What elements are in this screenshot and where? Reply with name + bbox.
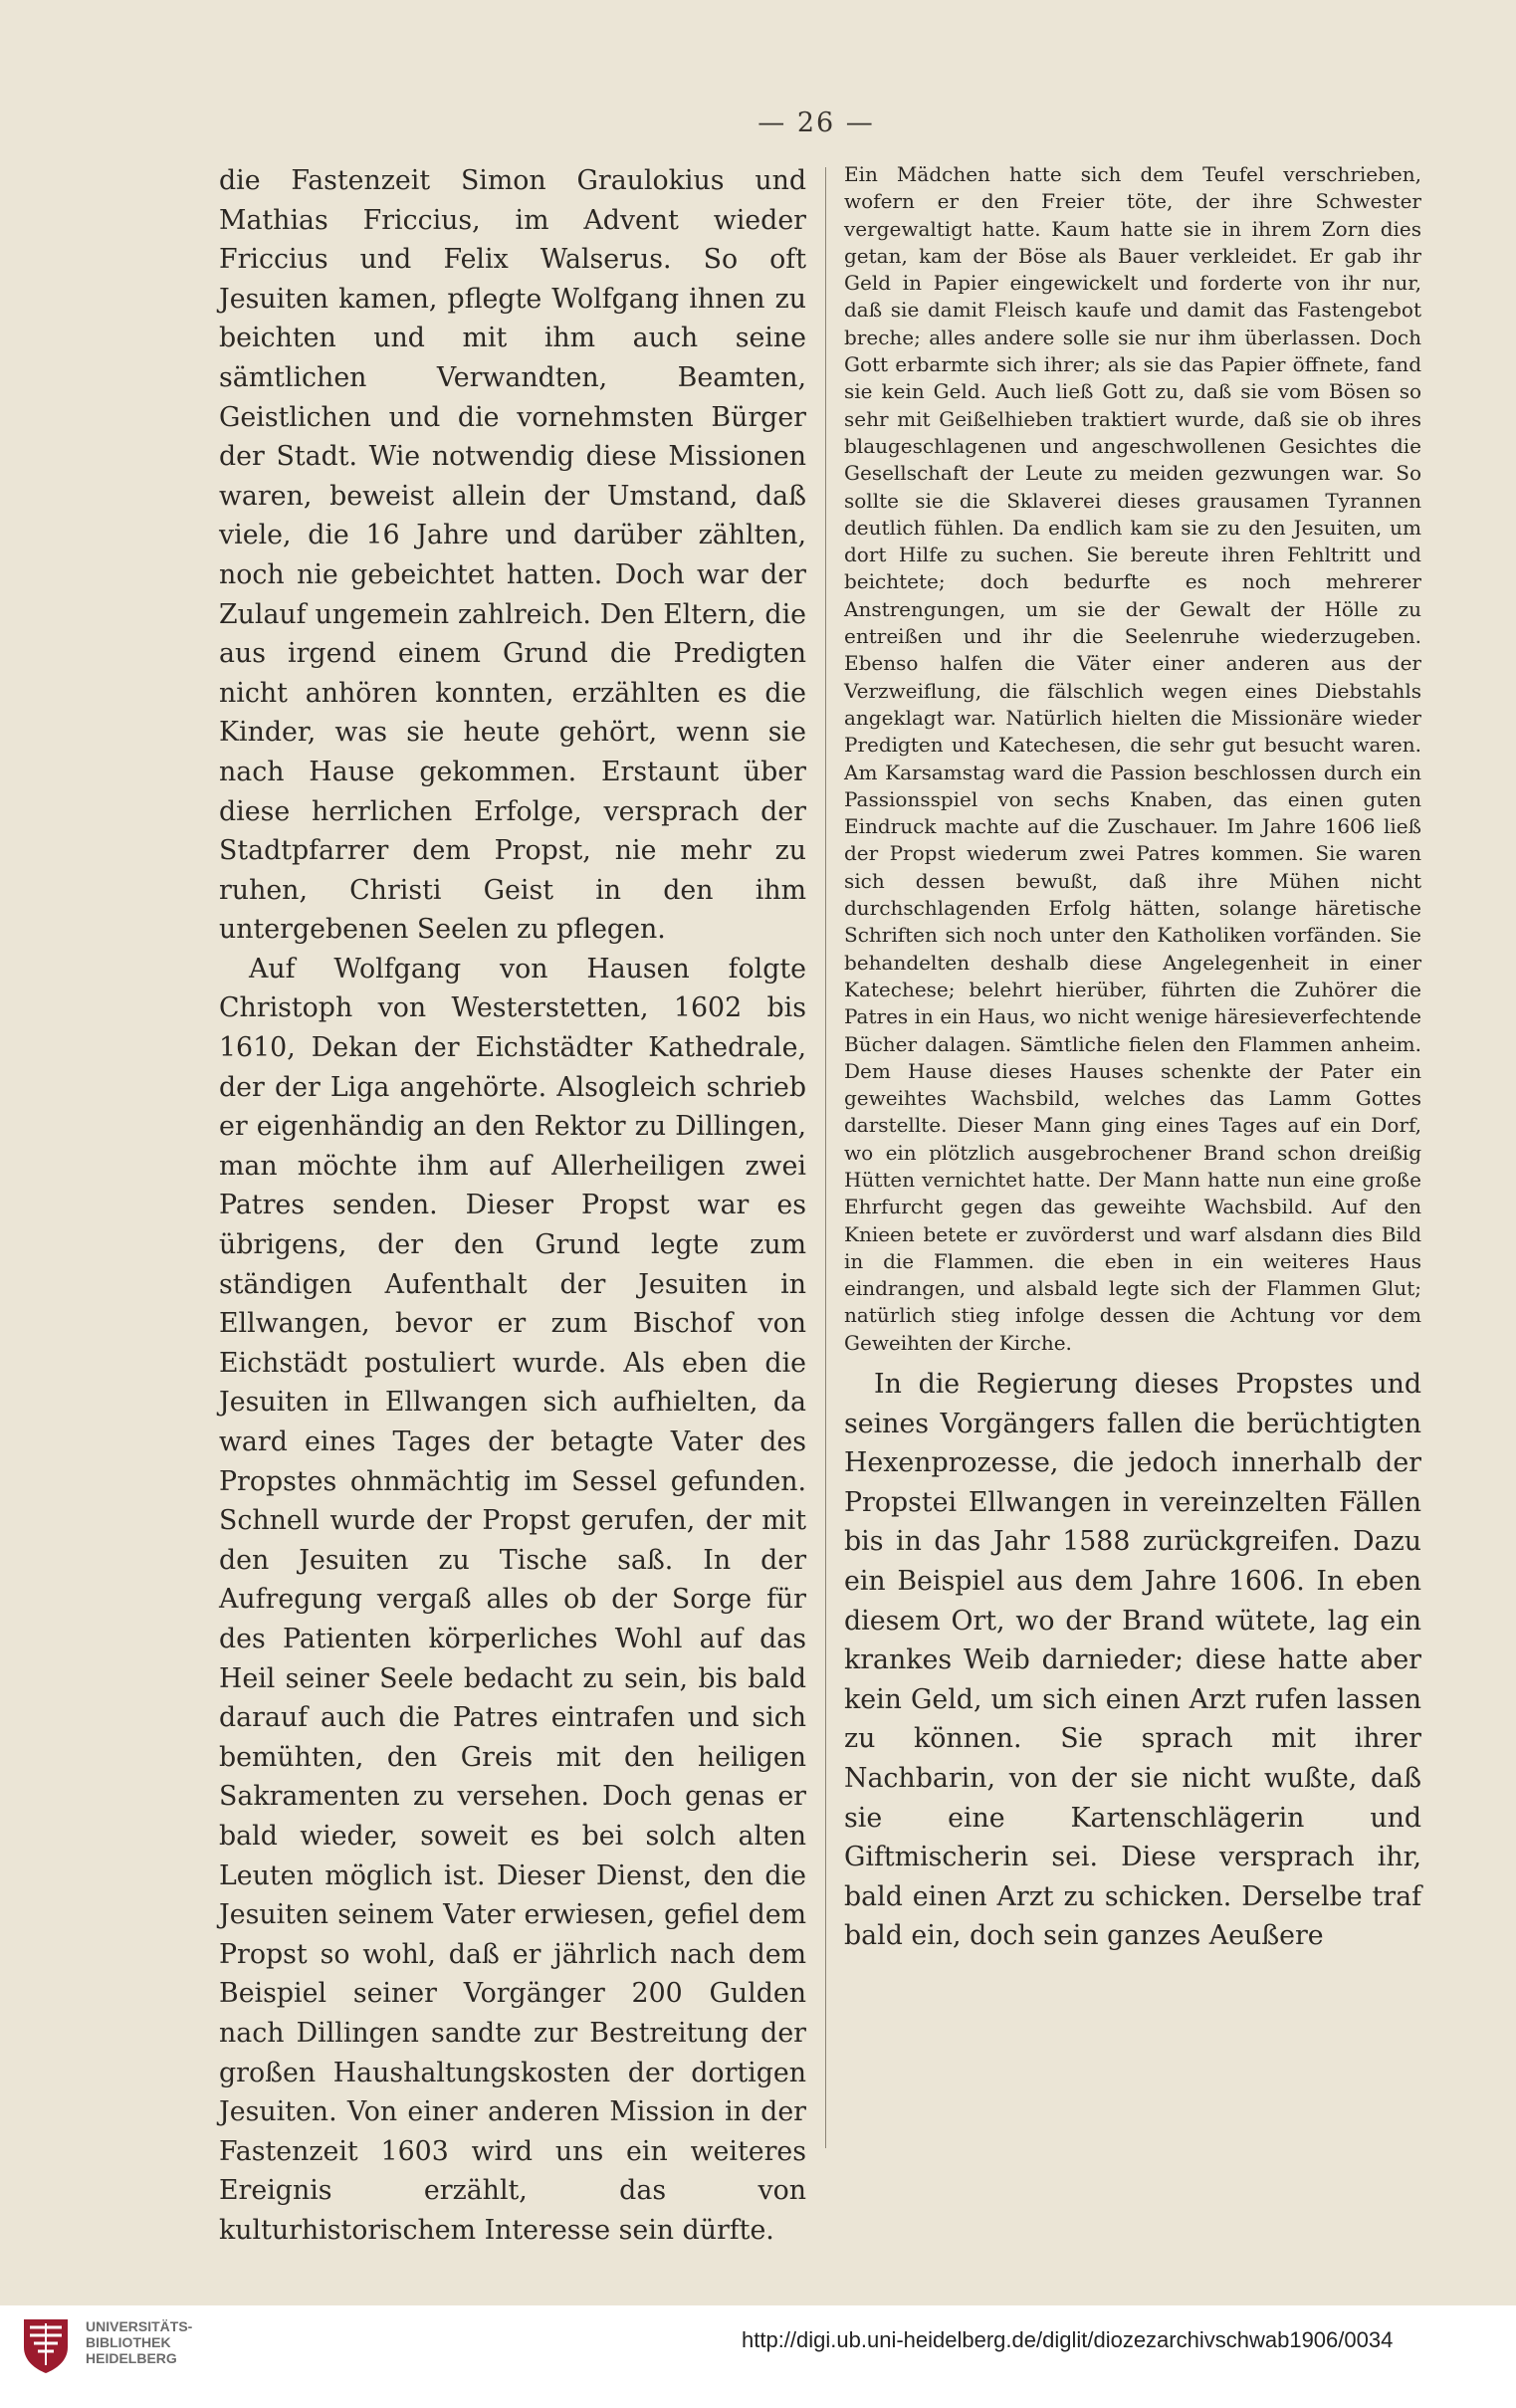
library-name bbox=[86, 2318, 192, 2366]
left-paragraph-1: die Fastenzeit Simon Graulokius und Mathias Friccius, im Advent wieder Friccius und Felix Walserus. So oft Jesuiten kamen, pflegte Wolfgang ihnen zu beichten und mit ihm auch seine sämtlichen Verwandten, Beamten, Geistlichen und die vornehmsten Bürger der Stadt. Wie notwendig diese Missionen waren, beweist allein der Umstand, daß viele, die 16 Jahre und darüber zählten, noch nie gebeichtet hatten. Doch war der Zulauf ungemein zahlreich. Den Eltern, die aus irgend einem Grund die Predigten nicht anhören konnten, erzählten es die Kinder, was sie heute gehört, wenn sie nach Hause gekommen. Erstaunt über diese herrlichen Erfolge, versprach der Stadtpfarrer dem Propst, nie mehr zu ruhen, Christi Geist in den ihm untergebenen Seelen zu pflegen. bbox=[219, 165, 806, 946]
footer-bar bbox=[0, 2305, 1516, 2408]
body-text-section bbox=[844, 1365, 1421, 1956]
left-column bbox=[219, 161, 806, 2250]
right-column bbox=[844, 161, 1421, 1956]
source-url-link[interactable]: http://digi.ub.uni-heidelberg.de/diglit/diozezarchivschwab1906/0034 bbox=[742, 2327, 1394, 2352]
university-seal-logo bbox=[20, 2315, 72, 2375]
library-name-line-2: BIBLIOTHEK bbox=[86, 2334, 171, 2350]
left-paragraph-2: Auf Wolfgang von Hausen folgte Christoph von Westerstetten, 1602 bis 1610, Dekan der Eichstädter Kathedrale, der der Liga angehörte. Alsogleich schrieb er eigenhändig an den Rektor zu Dillingen, man möchte ihm auf Allerheiligen zwei Patres senden. Dieser Propst war es übrigens, der den Grund legte zum ständigen Aufenthalt der Jesuiten in Ellwangen, bevor er zum Bischof von Eichstädt postuliert wurde. Als eben die Jesuiten in Ellwangen sich aufhielten, da ward eines Tages der betagte Vater des Propstes ohnmächtig im Sessel gefunden. Schnell wurde der Propst gerufen, der mit den Jesuiten zu Tische saß. In der Aufregung vergaß alles ob der Sorge für des Patienten körperliches Wohl auf das Heil seiner Seele bedacht zu sein, bis bald darauf auch die Patres eintrafen und sich bemühten, den Greis mit den heiligen Sakramenten zu versehen. Doch genas er bald wieder, soweit es bei solch alten Leuten möglich ist. Dieser Dienst, den die Jesuiten seinem Vater erwiesen, gefiel dem Propst so wohl, daß er jährlich nach dem Beispiel seiner Vorgänger 200 Gulden nach Dillingen sandte zur Bestreitung der großen Haushaltungskosten der dortigen Jesuiten. Von einer anderen Mission in der Fastenzeit 1603 wird uns ein weiteres Ereignis erzählt, das von kulturhistorischem Interesse sein dürfte. bbox=[219, 953, 806, 2246]
right-paragraph: In die Regierung dieses Propstes und seines Vorgängers fallen die berüchtigten Hexenprozesse, die jedoch innerhalb der Propstei Ellwangen in vereinzelten Fällen bis in das Jahr 1588 zurückgreifen. Dazu ein Beispiel aus dem Jahre 1606. In eben diesem Ort, wo der Brand wütete, lag ein krankes Weib darnieder; diese hatte aber kein Geld, um sich einen Arzt rufen lassen zu können. Sie sprach mit ihrer Nachbarin, von der sie nicht wußte, daß sie eine Kartenschlägerin und Giftmischerin sei. Diese versprach ihr, bald einen Arzt zu schicken. Derselbe traf bald ein, doch sein ganzes Aeußere bbox=[844, 1369, 1421, 1952]
right-small-paragraph: Ein Mädchen hatte sich dem Teufel verschrieben, wofern er den Freier töte, der ihre Schwester vergewaltigt hatte. Kaum hatte sie in ihrem Zorn dies getan, kam der Böse als Bauer verkleidet. Er gab ihr Geld in Papier eingewickelt und forderte von ihr nur, daß sie damit Fleisch kaufe und damit das Fastengebot breche; alles andere solle sie nur ihm überlassen. Doch Gott erbarmte sich ihrer; als sie das Papier öffnete, fand sie kein Geld. Auch ließ Gott zu, daß sie vom Bösen so sehr mit Geißelhieben traktiert wurde, daß sie ob ihres blaugeschlagenen und angeschwollenen Gesichtes die Gesellschaft der Leute zu meiden gezwungen war. So sollte sie die Sklaverei dieses grausamen Tyrannen deutlich fühlen. Da endlich kam sie zu den Jesuiten, um dort Hilfe zu suchen. Sie bereute ihren Fehltritt und beichtete; doch bedurfte es noch mehrerer Anstrengungen, um sie der Gewalt der Hölle zu entreißen und ihr die Seelenruhe wiederzugeben. Ebenso halfen die Väter einer anderen aus der Verzweiflung, die fälschlich wegen eines Diebstahls angeklagt war. Natürlich hielten die Missionäre wieder Predigten und Katechesen, die sehr gut besucht waren. Am Karsamstag ward die Passion beschlossen durch ein Passionsspiel von sechs Knaben, das einen guten Eindruck machte auf die Zuschauer. Im Jahre 1606 ließ der Propst wiederum zwei Patres kommen. Sie waren sich dessen bewußt, daß ihre Mühen nicht durchschlagenden Erfolg hätten, solange häretische Schriften sich noch unter den Katholiken vorfänden. Sie behandelten deshalb diese Angelegenheit in einer Katechese; belehrt hierüber, führten die Zuhörer die Patres in ein Haus, wo nicht wenige häresieverfechtende Bücher dalagen. Sämtliche fielen den Flammen anheim. Dem Hause dieses Hauses schenkte der Pater ein geweihtes Wachsbild, welches das Lamm Gottes darstellte. Dieser Mann ging eines Tages auf ein Dorf, wo ein plötzlich ausgebrochener Brand schon dreißig Hütten vernichtet hatte. Der Mann hatte nun eine große Ehrfurcht gegen das geweihte Wachsbild. Auf den Knieen betete er zuvörderst und warf alsdann dies Bild in die Flammen. die eben in ein weiteres Haus eindrangen, und alsbald legte sich der Flammen Glut; natürlich stieg infolge dessen die Achtung vor dem Geweihten der Kirche. bbox=[844, 162, 1421, 1355]
small-print-section bbox=[844, 161, 1421, 1357]
library-name-line-3: HEIDELBERG bbox=[86, 2350, 177, 2366]
column-divider bbox=[825, 167, 826, 2148]
page-number: — 26 — bbox=[758, 108, 875, 138]
library-name-line-1: UNIVERSITÄTS- bbox=[86, 2318, 193, 2334]
